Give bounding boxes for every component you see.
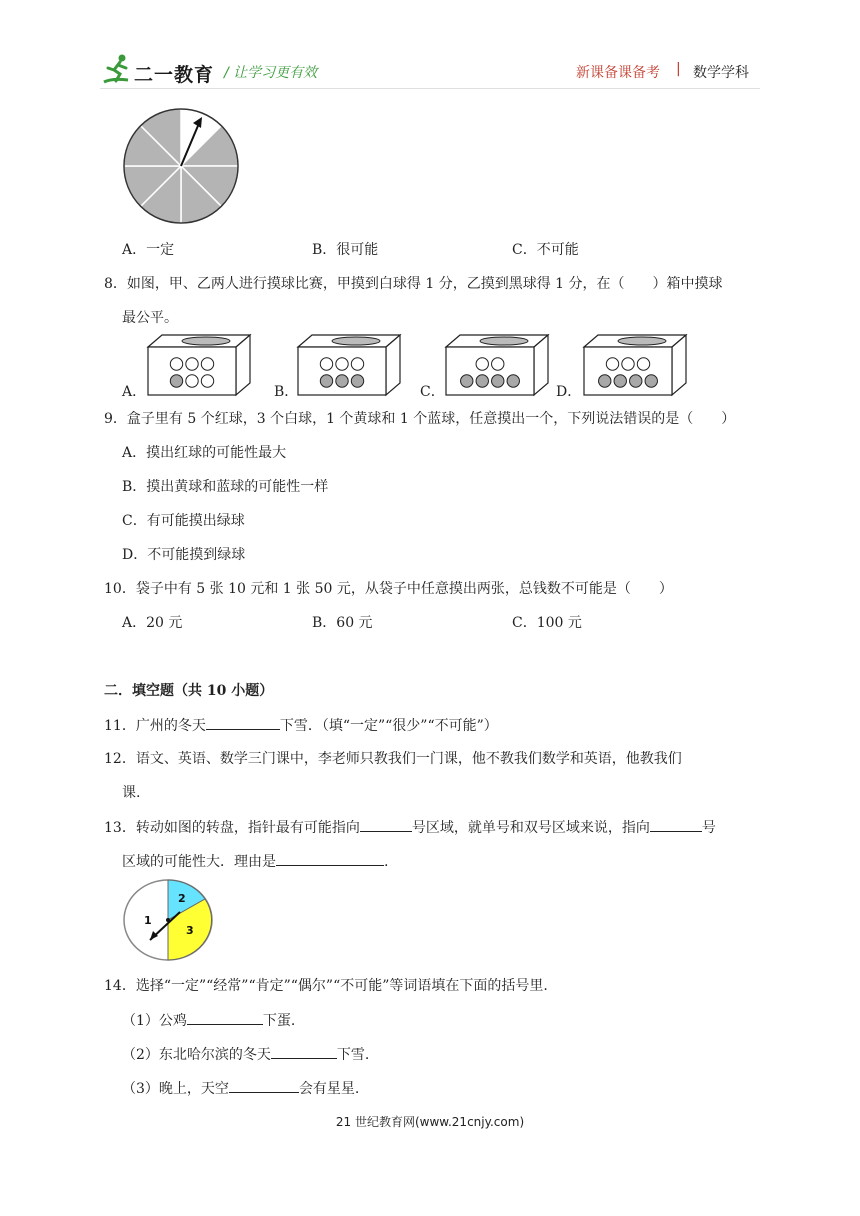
q8-stem-line1: 8．如图，甲、乙两人进行摸球比赛，甲摸到白球得 1 分，乙摸到黑球得 1 分，在（ ）箱中摸球 bbox=[104, 276, 723, 292]
q12-line1: 12．语文、英语、数学三门课中，李老师只教我们一门课，他不教我们数学和英语，他教我们 bbox=[104, 751, 682, 767]
q10-option-a: A．20 元 bbox=[122, 615, 183, 631]
q8-label-d: D． bbox=[556, 384, 582, 400]
q8-label-b: B． bbox=[274, 384, 299, 400]
white-ball bbox=[201, 358, 213, 370]
q13-blank-3[interactable] bbox=[276, 851, 384, 866]
q14-s2-end: 下雪. bbox=[336, 1047, 370, 1063]
q14-blank-1[interactable] bbox=[187, 1010, 263, 1025]
spinner-label-3: 3 bbox=[186, 924, 194, 937]
q10-option-c: C．100 元 bbox=[512, 615, 582, 631]
q14-item-2 bbox=[122, 1044, 369, 1065]
white-ball bbox=[606, 358, 618, 370]
q9-option-a: A．摸出红球的可能性最大 bbox=[122, 445, 287, 461]
black-ball bbox=[320, 375, 332, 387]
q8-box-b bbox=[296, 333, 402, 401]
white-ball bbox=[476, 358, 488, 370]
q14-blank-3[interactable] bbox=[229, 1078, 299, 1093]
white-ball bbox=[622, 358, 634, 370]
black-ball bbox=[461, 375, 473, 387]
q13-blank-1[interactable] bbox=[360, 817, 412, 832]
q13-blank-2[interactable] bbox=[650, 817, 702, 832]
q9-stem: 9．盒子里有 5 个红球，3 个白球，1 个黄球和 1 个蓝球，任意摸出一个，下列说法错误的是（ ） bbox=[104, 411, 736, 427]
black-ball bbox=[492, 375, 504, 387]
q13-text-a: 13．转动如图的转盘，指针最有可能指向 bbox=[104, 820, 360, 836]
black-ball bbox=[170, 375, 182, 387]
q8-stem-line2: 最公平。 bbox=[122, 310, 178, 326]
spinner-label-1: 1 bbox=[144, 914, 152, 927]
q9-option-c: C．有可能摸出绿球 bbox=[122, 513, 245, 529]
black-ball bbox=[599, 375, 611, 387]
q14-s3-text: （3）晚上，天空 bbox=[122, 1081, 229, 1097]
q11-before: 11．广州的冬天 bbox=[104, 718, 206, 734]
q11-blank[interactable] bbox=[206, 715, 280, 730]
q7-option-a: A．一定 bbox=[122, 242, 175, 258]
black-ball bbox=[336, 375, 348, 387]
header-slogan: / 让学习更有效 bbox=[224, 65, 318, 81]
black-ball bbox=[630, 375, 642, 387]
q8-box-d bbox=[582, 333, 688, 401]
q13-line2 bbox=[122, 851, 388, 872]
black-ball bbox=[507, 375, 519, 387]
logo-icon bbox=[102, 52, 132, 86]
white-ball bbox=[637, 358, 649, 370]
logo-text: 二一教育 bbox=[134, 64, 215, 86]
q7-spinner bbox=[122, 107, 240, 225]
q9-option-b: B．摸出黄球和蓝球的可能性一样 bbox=[122, 479, 329, 495]
white-ball bbox=[186, 375, 198, 387]
q8-box-c bbox=[444, 333, 550, 401]
q14-blank-2[interactable] bbox=[271, 1044, 337, 1059]
q14-item-1 bbox=[122, 1010, 295, 1031]
q14-s2-text: （2）东北哈尔滨的冬天 bbox=[122, 1047, 271, 1063]
white-ball bbox=[320, 358, 332, 370]
q8-box-a bbox=[146, 333, 252, 401]
white-ball bbox=[201, 375, 213, 387]
section-title: 二．填空题（共 10 小题） bbox=[104, 683, 274, 699]
white-ball bbox=[492, 358, 504, 370]
q13-text-b: 号区域，就单号和双号区域来说，指向 bbox=[411, 820, 650, 836]
q13-text-e: . bbox=[384, 854, 389, 870]
header-rule bbox=[100, 88, 760, 89]
header-course: 新课备课备考 bbox=[576, 65, 660, 81]
q11 bbox=[104, 715, 498, 736]
q14-item-3 bbox=[122, 1078, 359, 1099]
q10-option-b: B．60 元 bbox=[312, 615, 373, 631]
q10-stem: 10．袋子中有 5 张 10 元和 1 张 50 元，从袋子中任意摸出两张，总钱数不可能是（ ） bbox=[104, 581, 673, 597]
q14-s3-end: 会有星星. bbox=[298, 1081, 360, 1097]
black-ball bbox=[645, 375, 657, 387]
q9-option-d: D．不可能摸到绿球 bbox=[122, 547, 246, 563]
footer-text: 21 世纪教育网(www.21cnjy.com) bbox=[335, 1115, 525, 1129]
q8-label-c: C． bbox=[420, 384, 445, 400]
q7-option-b: B．很可能 bbox=[312, 242, 379, 258]
q8-label-a: A． bbox=[122, 384, 147, 400]
q11-after: 下雪．（填“一定”“很少”“不可能”） bbox=[279, 718, 498, 734]
white-ball bbox=[336, 358, 348, 370]
header-subject: 数学学科 bbox=[693, 65, 749, 81]
white-ball bbox=[351, 358, 363, 370]
q13-spinner bbox=[122, 878, 216, 962]
q14-stem: 14．选择“一定”“经常”“肯定”“偶尔”“不可能”等词语填在下面的括号里. bbox=[104, 978, 548, 994]
q14-s1-end: 下蛋. bbox=[262, 1013, 296, 1029]
black-ball bbox=[476, 375, 488, 387]
q12-line2: 课. bbox=[122, 785, 141, 801]
q13-text-c: 号 bbox=[701, 820, 716, 836]
black-ball bbox=[351, 375, 363, 387]
q7-option-c: C．不可能 bbox=[512, 242, 579, 258]
q13-text-d: 区域的可能性大．理由是 bbox=[122, 854, 276, 870]
white-ball bbox=[186, 358, 198, 370]
black-ball bbox=[614, 375, 626, 387]
white-ball bbox=[170, 358, 182, 370]
header-divider: | bbox=[676, 61, 681, 77]
spinner-label-2: 2 bbox=[178, 892, 186, 905]
q14-s1-text: （1）公鸡 bbox=[122, 1013, 187, 1029]
q13-line1 bbox=[104, 817, 716, 838]
